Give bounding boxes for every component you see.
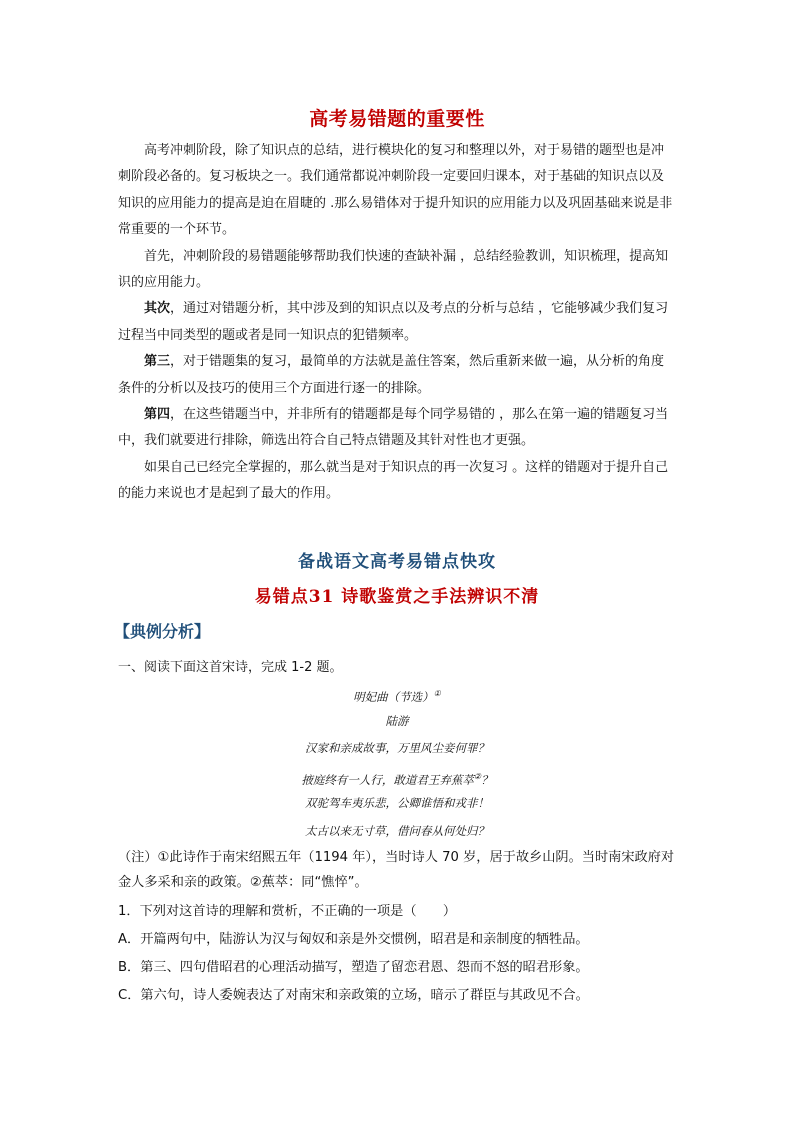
paragraph-lead: 第四 xyxy=(144,407,171,423)
footnote-marker: ② xyxy=(473,771,482,781)
poem-line: 双驼驾车夷乐悲，公卿谁悟和戎非！ xyxy=(305,796,489,810)
intro-paragraph: 首先，冲刺阶段的易错题能够帮助我们快速的查缺补漏 ，总结经验教训，知识梳理，提高知识的应用能力。 xyxy=(118,248,669,291)
intro-section xyxy=(118,138,676,508)
question-intro: 一、阅读下面这首宋诗，完成 1-2 题。 xyxy=(118,660,343,675)
intro-paragraph xyxy=(118,296,676,349)
option-b: B．第三、四句借昭君的心理活动描写，塑造了留恋君恩、怨而不怒的昭君形象。 xyxy=(118,960,589,975)
option-c: C．第六句，诗人委婉表达了对南宋和亲政策的立场，暗示了群臣与其政见不合。 xyxy=(118,988,589,1003)
paragraph-body: ，在这些错题当中，并非所有的错题都是每个同学易错的 ，那么在第一遍的错题复习当中，我们就要进行排除，筛选出符合自己特点错题及其针对性也才更强。 xyxy=(118,407,669,449)
page-title: 高考易错题的重要性 xyxy=(309,108,485,130)
paragraph-body: ，通过对错题分析，其中涉及到的知识点以及考点的分析与总结 ，它能够减少我们复习过程当中同类型的题或者是同一知识点的犯错频率。 xyxy=(118,301,669,343)
intro-paragraph: 如果自己已经完全掌握的，那么就当是对于知识点的再一次复习 。这样的错题对于提升自己的能力来说也才是起到了最大的作用。 xyxy=(118,459,669,502)
paragraph-body: ，对于错题集的复习，最简单的方法就是盖住答案，然后重新来做一遍，从分析的角度条件的分析以及技巧的使用三个方面进行逐一的排除。 xyxy=(118,354,665,396)
section-title: 备战语文高考易错点快攻 xyxy=(298,552,496,572)
intro-paragraph: 高考冲刺阶段，除了知识点的总结，进行模块化的复习和整理以外，对于易错的题型也是冲刺阶段必备的。复习板块之一。我们通常都说冲刺阶段一定要回归课本，对于基础的知识点以及知识的应用能力的提高是迫在眉睫的 .那么易错体对于提升知识的应用能力以及巩固基础来说是非常重要的一个环节。 xyxy=(118,143,673,238)
poem-line: 太古以来无寸草，借问春从何处归？ xyxy=(305,823,489,838)
section-subtitle: 易错点31 诗歌鉴赏之手法辨识不清 xyxy=(254,587,540,607)
poem-line: 汉家和亲成故事，万里风尘妾何罪？ xyxy=(305,741,489,755)
question-1: 1．下列对这首诗的理解和赏析，不正确的一项是（ ） xyxy=(118,904,457,919)
poem-note: （注）①此诗作于南宋绍熙五年（1194 年），当时诗人 70 岁，居于故乡山阴。当时南宋政府对金人多采和亲的政策。②蕉萃：同“憔悴”。 xyxy=(118,850,675,890)
intro-paragraph xyxy=(118,349,676,402)
footnote-marker: ① xyxy=(433,689,441,698)
option-a: A．开篇两句中，陆游认为汉与匈奴和亲是外交惯例，昭君是和亲制度的牺牲品。 xyxy=(118,932,589,947)
poem-title: 明妃曲（节选）① xyxy=(353,689,441,704)
poem-line: 掖庭终有一人行，敢道君王弃蕉萃②？ xyxy=(301,771,493,787)
example-analysis-heading: 【典例分析】 xyxy=(114,622,211,641)
poem-author: 陆游 xyxy=(385,713,409,728)
paragraph-lead: 第三 xyxy=(144,354,171,370)
paragraph-lead: 其次 xyxy=(144,301,171,317)
intro-paragraph xyxy=(118,402,676,455)
poem xyxy=(0,680,794,845)
